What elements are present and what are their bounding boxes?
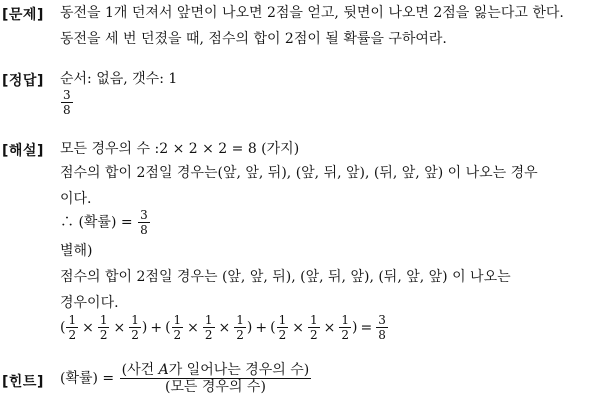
answer-label: [정답] (2, 73, 44, 89)
term-denominator: 2 (341, 328, 349, 342)
term-numerator: 1 (236, 313, 244, 327)
term-numerator: 1 (131, 313, 139, 327)
answer-fraction (60, 88, 74, 117)
paren: ( (270, 319, 276, 336)
paren: ) (141, 319, 148, 336)
result-denominator: 8 (378, 328, 386, 342)
result-numerator: 3 (378, 313, 386, 327)
plus-sign: + (150, 319, 163, 336)
product-sum-equation (60, 313, 389, 342)
paren: ( (60, 319, 66, 336)
times-sign: × (323, 319, 336, 336)
explanation-line-2: 점수의 합이 2점일 경우는(앞, 앞, 뒤), (앞, 뒤, 앞), (뒤, 앞, 앞) 이 나오는 경우 (60, 165, 538, 181)
paren: ) (351, 319, 358, 336)
times-sign: × (218, 319, 231, 336)
hint-lhs: (확률) = (60, 370, 115, 387)
explanation-probability (60, 208, 151, 237)
hint-numerator-pre: (사건 (121, 362, 159, 378)
term-denominator: 2 (68, 328, 77, 342)
times-sign: × (292, 319, 304, 336)
hint-denominator: (모든 경우의 수) (164, 379, 266, 395)
times-sign: × (82, 319, 94, 336)
equals-sign: = (360, 319, 373, 336)
event-variable: A (158, 362, 169, 378)
term-numerator: 1 (309, 313, 318, 327)
explanation-label: [해설] (2, 143, 44, 159)
answer-numerator: 3 (63, 88, 71, 102)
paren: ( (165, 319, 171, 336)
term-denominator: 2 (236, 328, 244, 342)
problem-line-2: 동전을 세 번 던졌을 때, 점수의 합이 2점이 될 확률을 구하여라. (60, 31, 447, 47)
explanation-line-1: 모든 경우의 수 :2 × 2 × 2 = 8 (가지) (60, 141, 300, 157)
times-sign: × (187, 319, 199, 336)
prob-numerator: 3 (140, 208, 148, 222)
times-sign: × (113, 319, 126, 336)
explanation-line-3: 이다. (60, 191, 92, 207)
therefore-text: ∴ (확률) = (60, 214, 133, 231)
paren: ) (246, 319, 253, 336)
term-numerator: 1 (68, 313, 77, 327)
term-numerator: 1 (278, 313, 287, 327)
alt-solution-label: 별해) (60, 243, 93, 259)
term-numerator: 1 (341, 313, 349, 327)
hint-numerator-post: 가 일어나는 경우의 수) (168, 362, 310, 378)
term-denominator: 2 (173, 328, 182, 342)
term-denominator: 2 (278, 328, 287, 342)
explanation-line-4: 점수의 합이 2점일 경우는 (앞, 앞, 뒤), (앞, 뒤, 앞), (뒤, 앞, 앞) 이 나오는 (60, 269, 511, 285)
prob-denominator: 8 (140, 223, 148, 237)
problem-line-1: 동전을 1개 던져서 앞면이 나오면 2점을 얻고, 뒷면이 나오면 2점을 잃는다고 한다. (60, 5, 564, 21)
term-denominator: 2 (99, 328, 108, 342)
answer-denominator: 8 (63, 103, 71, 117)
term-numerator: 1 (99, 313, 108, 327)
explanation-line-5: 경우이다. (60, 295, 119, 311)
term-denominator: 2 (204, 328, 213, 342)
term-denominator: 2 (131, 328, 139, 342)
term-numerator: 1 (173, 313, 182, 327)
hint-label: [힌트] (2, 374, 44, 390)
plus-sign: + (255, 319, 268, 336)
hint-formula (60, 362, 312, 395)
term-denominator: 2 (309, 328, 318, 342)
problem-label: [문제] (2, 7, 44, 23)
term-numerator: 1 (204, 313, 213, 327)
answer-text: 순서: 없음, 갯수: 1 (60, 71, 178, 87)
hint-numerator (120, 362, 312, 378)
